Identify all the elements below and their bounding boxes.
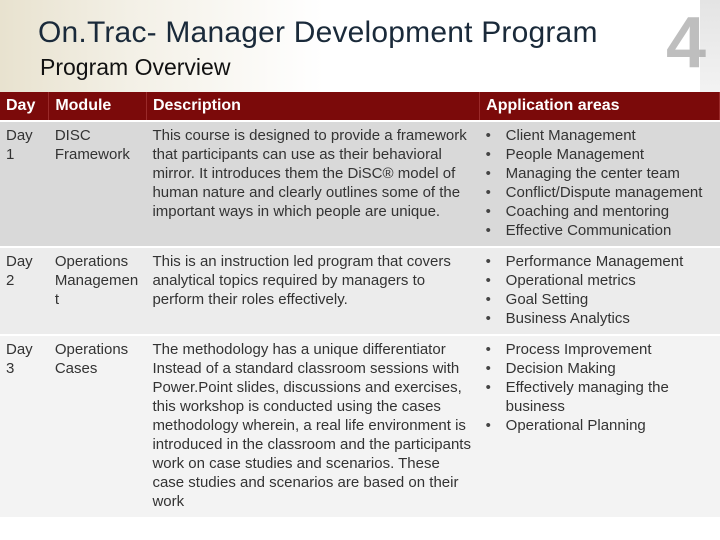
table-header-row — [0, 92, 720, 121]
list-item: • Decision Making — [486, 359, 715, 378]
list-item: • Effectively managing the business — [486, 378, 715, 416]
list-item: • Operational metrics — [486, 271, 715, 290]
applications-list — [486, 340, 715, 435]
slide-number: 4 — [666, 3, 707, 83]
table-row — [0, 121, 720, 247]
list-item: • Client Management — [486, 126, 715, 145]
header-description: Description — [146, 92, 479, 121]
list-item: • Effective Communication — [486, 221, 715, 240]
module-cell: Operations Cases — [49, 335, 147, 517]
module-cell: DISC Framework — [49, 121, 147, 247]
list-item: • Performance Management — [486, 252, 715, 271]
description-cell: This is an instruction led program that covers analytical topics required by managers to perform their roles effectively. — [146, 247, 479, 335]
day-cell: Day 2 — [0, 247, 49, 335]
slide-header — [0, 0, 720, 92]
table-row — [0, 335, 720, 517]
slide-title: On.Trac- Manager Development Program — [38, 16, 598, 49]
description-cell: The methodology has a unique differentiator Instead of a standard classroom sessions with Power.Point slides, discussions and exercises, this workshop is conducted using the cases methodology wherein, a real life environment is introduced in the classroom and the participants work on case studies and scenarios. These case studies and scenarios are based on their work — [146, 335, 479, 517]
day-cell: Day 1 — [0, 121, 49, 247]
description-cell: This course is designed to provide a framework that participants can use as their behavioral mirror. It introduces them the DiSC® model of human nature and clearly outlines some of the important ways in which people are unique. — [146, 121, 479, 247]
slide-subtitle: Program Overview — [40, 54, 231, 80]
applications-list — [486, 126, 715, 240]
list-item: • Managing the center team — [486, 164, 715, 183]
list-item: • Coaching and mentoring — [486, 202, 715, 221]
list-item: • Conflict/Dispute management — [486, 183, 715, 202]
list-item: • Business Analytics — [486, 309, 715, 328]
list-item: • Operational Planning — [486, 416, 715, 435]
table-row — [0, 247, 720, 335]
program-table — [0, 92, 720, 517]
header-day: Day — [0, 92, 49, 121]
header-module: Module — [49, 92, 147, 121]
applications-cell — [480, 121, 720, 247]
applications-cell — [480, 335, 720, 517]
list-item: • Process Improvement — [486, 340, 715, 359]
module-cell: Operations Management — [49, 247, 147, 335]
day-cell: Day 3 — [0, 335, 49, 517]
list-item: • People Management — [486, 145, 715, 164]
applications-cell — [480, 247, 720, 335]
list-item: • Goal Setting — [486, 290, 715, 309]
applications-list — [486, 252, 715, 328]
header-applications: Application areas — [480, 92, 720, 121]
